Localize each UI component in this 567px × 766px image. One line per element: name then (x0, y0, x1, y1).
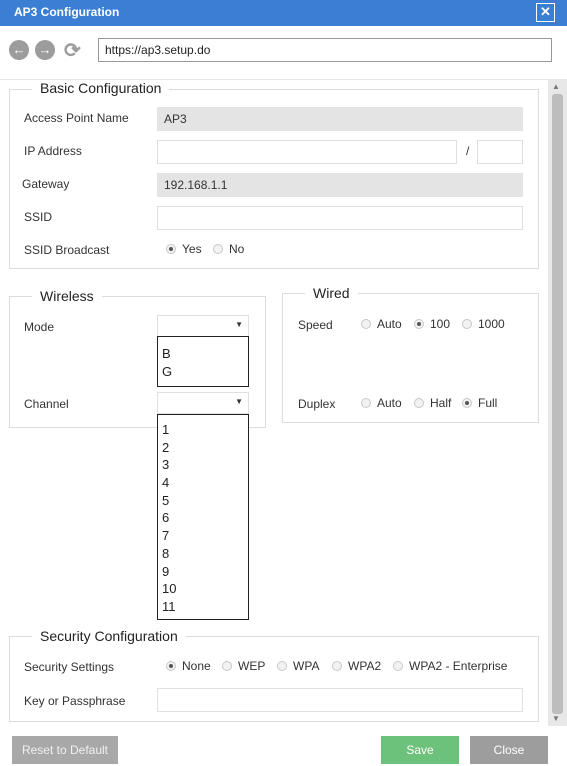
scrollbar-thumb[interactable] (552, 94, 563, 714)
key-passphrase-label: Key or Passphrase (24, 694, 126, 708)
ap-name-label: Access Point Name (24, 111, 129, 125)
close-icon[interactable]: ✕ (536, 3, 555, 22)
radio-unselected-icon (222, 661, 232, 671)
mode-select[interactable] (157, 315, 249, 337)
channel-option[interactable]: 11 (162, 598, 176, 614)
broadcast-no-label: No (229, 242, 245, 256)
channel-select[interactable] (157, 392, 249, 414)
radio-unselected-icon (361, 398, 371, 408)
radio-unselected-icon (332, 661, 342, 671)
speed-auto-label: Auto (377, 317, 402, 331)
channel-option[interactable]: 4 (162, 475, 170, 491)
security-wep-label: WEP (238, 659, 266, 673)
security-settings-label: Security Settings (24, 660, 115, 674)
channel-option[interactable]: 8 (162, 545, 170, 561)
radio-selected-icon (166, 661, 176, 671)
mode-dropdown (157, 336, 249, 387)
mode-label: Mode (24, 320, 55, 334)
ssid-field[interactable] (157, 206, 523, 230)
security-wep-radio[interactable] (222, 659, 265, 673)
wireless-legend: Wireless (32, 288, 102, 304)
channel-option[interactable]: 1 (162, 422, 170, 437)
security-wpa2-radio[interactable] (332, 659, 381, 673)
radio-unselected-icon (462, 319, 472, 329)
reset-to-default-button[interactable]: Reset to Default (12, 736, 118, 764)
mode-option[interactable]: B (162, 346, 171, 361)
wired-legend: Wired (305, 285, 358, 301)
speed-label: Speed (298, 318, 333, 332)
security-wpa-radio[interactable] (277, 659, 319, 673)
radio-unselected-icon (277, 661, 287, 671)
duplex-half-label: Half (430, 396, 452, 410)
security-wpa2-label: WPA2 (348, 659, 382, 673)
speed-1000-label: 1000 (478, 317, 505, 331)
duplex-full-radio[interactable] (462, 396, 497, 410)
config-content (0, 80, 548, 726)
ip-address-field[interactable] (157, 140, 457, 164)
ap-name-field[interactable]: AP3 (157, 107, 523, 131)
radio-unselected-icon (414, 398, 424, 408)
channel-option[interactable]: 10 (162, 581, 177, 597)
url-field[interactable]: https://ap3.setup.do (98, 38, 552, 62)
save-button[interactable]: Save (381, 736, 459, 764)
channel-option[interactable]: 5 (162, 492, 170, 508)
channel-option[interactable]: 3 (162, 457, 170, 473)
broadcast-yes-radio[interactable] (166, 242, 202, 256)
window-title: AP3 Configuration (14, 5, 120, 19)
speed-1000-radio[interactable] (462, 317, 505, 331)
duplex-half-radio[interactable] (414, 396, 451, 410)
window-titlebar (0, 0, 567, 26)
duplex-auto-radio[interactable] (361, 396, 402, 410)
ip-address-label: IP Address (24, 144, 82, 158)
radio-selected-icon (462, 398, 472, 408)
gateway-field[interactable]: 192.168.1.1 (157, 173, 523, 197)
channel-label: Channel (24, 397, 69, 411)
speed-100-label: 100 (430, 317, 451, 331)
security-none-radio[interactable] (166, 659, 211, 673)
speed-100-radio[interactable] (414, 317, 450, 331)
speed-auto-radio[interactable] (361, 317, 402, 331)
broadcast-no-radio[interactable] (213, 242, 244, 256)
mode-option[interactable]: G (162, 363, 173, 379)
channel-option[interactable]: 2 (162, 439, 170, 455)
back-icon[interactable]: ← (9, 40, 29, 60)
radio-selected-icon (166, 244, 176, 254)
scroll-down-icon[interactable]: ▼ (552, 714, 560, 723)
close-button[interactable]: Close (470, 736, 548, 764)
channel-dropdown (157, 414, 249, 620)
vertical-scrollbar[interactable] (548, 80, 567, 726)
ssid-label: SSID (24, 210, 53, 224)
radio-selected-icon (414, 319, 424, 329)
radio-unselected-icon (361, 319, 371, 329)
forward-icon[interactable]: → (35, 40, 55, 60)
security-none-label: None (182, 659, 211, 673)
chevron-down-icon: ▼ (235, 320, 243, 329)
channel-option[interactable]: 6 (162, 510, 170, 526)
duplex-label: Duplex (298, 397, 336, 411)
security-wpa-label: WPA (293, 659, 320, 673)
duplex-auto-label: Auto (377, 396, 402, 410)
duplex-full-label: Full (478, 396, 498, 410)
key-passphrase-field[interactable] (157, 688, 523, 712)
basic-config-legend: Basic Configuration (32, 80, 169, 96)
chevron-down-icon: ▼ (235, 397, 243, 406)
security-legend: Security Configuration (32, 628, 186, 644)
channel-option[interactable]: 7 (162, 528, 170, 544)
ip-mask-field[interactable] (477, 140, 523, 164)
broadcast-yes-label: Yes (182, 242, 202, 256)
radio-unselected-icon (393, 661, 403, 671)
security-wpa2-enterprise-label: WPA2 - Enterprise (409, 659, 508, 673)
gateway-label: Gateway (22, 177, 70, 191)
ssid-broadcast-label: SSID Broadcast (24, 243, 110, 257)
ip-separator: / (466, 144, 470, 158)
reload-icon[interactable]: ⟳ (64, 40, 81, 62)
dialog-footer (0, 726, 567, 766)
scroll-up-icon[interactable]: ▲ (552, 82, 560, 91)
radio-unselected-icon (213, 244, 223, 254)
channel-option[interactable]: 9 (162, 563, 170, 579)
browser-navbar (0, 26, 567, 80)
security-wpa2-enterprise-radio[interactable] (393, 659, 507, 673)
